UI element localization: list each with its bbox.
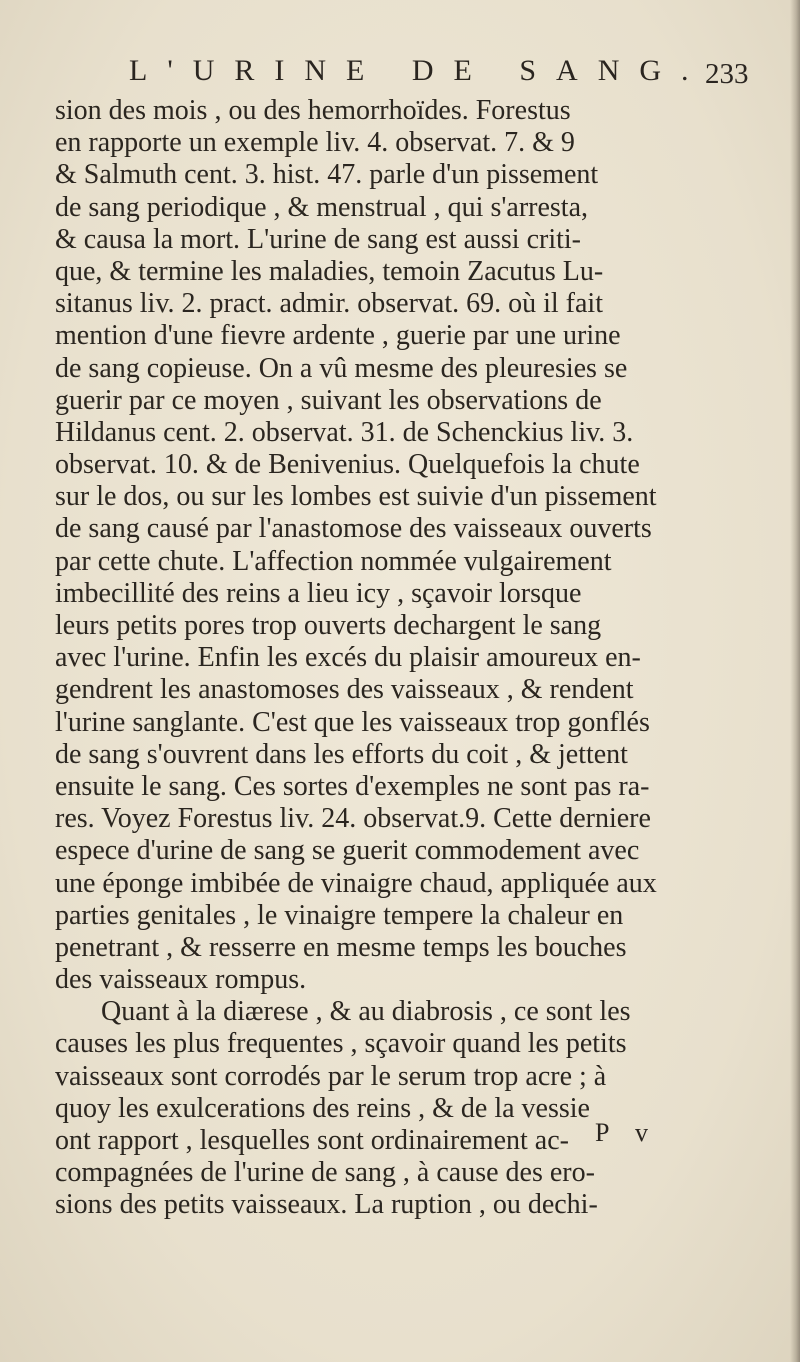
- text-line: ensuite le sang. Ces sortes d'exemples ne sont pas ra-: [55, 770, 650, 802]
- text-line: parties genitales , le vinaigre tempere la chaleur en: [55, 899, 624, 931]
- text-line: une éponge imbibée de vinaigre chaud, appliquée aux: [55, 867, 657, 899]
- text-line: de sang causé par l'anastomose des vaisseaux ouverts: [55, 513, 652, 545]
- text-line: penetrant , & resserre en mesme temps les bouches: [55, 931, 627, 963]
- text-line: mention d'une fievre ardente , guerie par une urine: [55, 320, 621, 352]
- text-line: que, & termine les maladies, temoin Zacutus Lu-: [55, 255, 604, 287]
- page-header: [85, 50, 800, 90]
- text-line: sions des petits vaisseaux. La ruption , ou dechi-: [55, 1189, 598, 1221]
- text-line: avec l'urine. Enfin les excés du plaisir amoureux en-: [55, 642, 641, 674]
- text-line: guerir par ce moyen , suivant les observations de: [55, 384, 602, 416]
- text-line: gendrent les anastomoses des vaisseaux , & rendent: [55, 674, 634, 706]
- signature-mark: P v: [595, 1118, 658, 1147]
- text-line: vaisseaux sont corrodés par le serum trop acre ; à: [55, 1060, 607, 1092]
- text-line: & causa la mort. L'urine de sang est aussi criti-: [55, 223, 581, 255]
- text-line: de sang periodique , & menstrual , qui s'arresta,: [55, 191, 589, 223]
- text-line: de sang copieuse. On a vû mesme des pleuresies se: [55, 352, 628, 384]
- page-edge-shadow: [790, 0, 800, 1362]
- body-text: [55, 95, 790, 1222]
- text-line: leurs petits pores trop ouverts dechargent le sang: [55, 610, 602, 641]
- text-line: causes les plus frequentes , sçavoir quand les petits: [55, 1028, 627, 1060]
- text-line: des vaisseaux rompus.: [55, 964, 307, 996]
- text-line: par cette chute. L'affection nommée vulgairement: [55, 545, 612, 577]
- text-line: en rapporte un exemple liv. 4. observat. 7. & 9: [55, 127, 575, 159]
- page-number: 233: [705, 58, 749, 90]
- text-line: sitanus liv. 2. pract. admir. observat. 69. où il fait: [55, 288, 603, 320]
- text-line: sion des mois , ou des hemorrhoïdes. Forestus: [55, 95, 571, 126]
- running-title: L'URINE DE SANG.: [129, 54, 709, 87]
- text-line: Quant à la diærese , & au diabrosis , ce sont les: [101, 996, 631, 1028]
- text-line: ont rapport , lesquelles sont ordinairement ac-: [55, 1125, 569, 1156]
- text-line: Hildanus cent. 2. observat. 31. de Schenckius liv. 3.: [55, 416, 634, 448]
- text-line: l'urine sanglante. C'est que les vaisseaux trop gonflés: [55, 706, 650, 738]
- text-line: compagnées de l'urine de sang , à cause des ero-: [55, 1157, 595, 1189]
- text-line: quoy les exulcerations des reins , & de la vessie: [55, 1092, 590, 1124]
- text-line: observat. 10. & de Benivenius. Quelquefois la chute: [55, 449, 640, 481]
- text-line: imbecillité des reins a lieu icy , sçavoir lorsque: [55, 577, 582, 609]
- text-line: espece d'urine de sang se guerit commodement avec: [55, 835, 640, 867]
- text-line: de sang s'ouvrent dans les efforts du coit , & jettent: [55, 738, 628, 770]
- text-line: res. Voyez Forestus liv. 24. observat.9. Cette derniere: [55, 803, 651, 835]
- text-line: sur le dos, ou sur les lombes est suivie d'un pissement: [55, 481, 657, 513]
- text-line: & Salmuth cent. 3. hist. 47. parle d'un pissement: [55, 159, 599, 191]
